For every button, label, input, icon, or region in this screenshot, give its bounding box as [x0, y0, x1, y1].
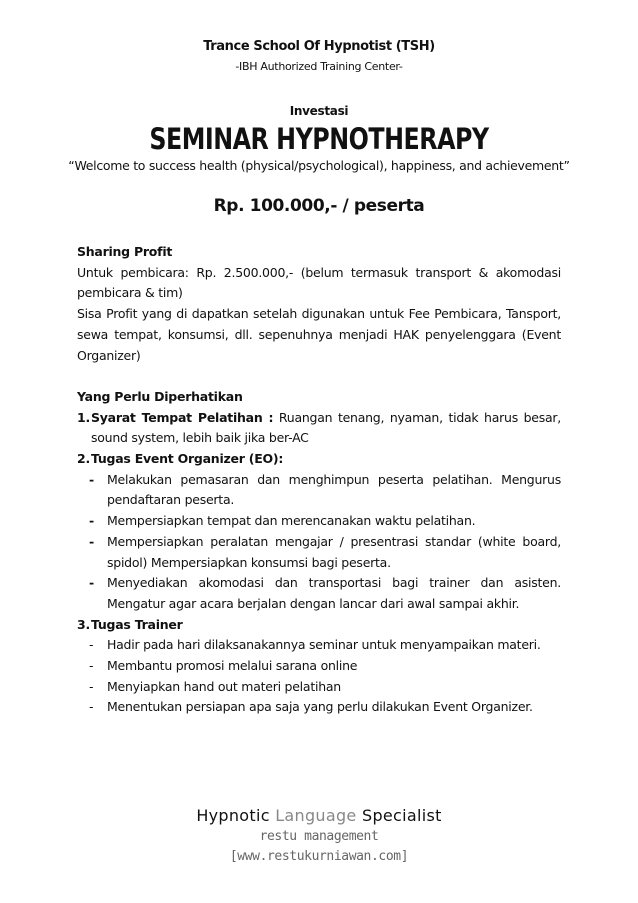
- page-title: SEMINAR HYPNOTHERAPY: [149, 122, 489, 156]
- footer-website: [www.restukurniawan.com]: [229, 849, 409, 864]
- list-item: - Membantu promosi melalui sarana online: [77, 656, 561, 677]
- tagline: “Welcome to success health (physical/psychological), happiness, and achievement”: [68, 158, 570, 173]
- notes-item-1-text: Ruangan tenang, nyaman, tidak harus besar, sound system, lebih baik jika ber-AC: [91, 409, 562, 446]
- notes-item-3-number: 3.: [77, 616, 90, 632]
- notes-item-1-label: Syarat Tempat Pelatihan :: [91, 409, 274, 425]
- organization-name: Trance School Of Hypnotist (TSH): [203, 39, 435, 54]
- list-item: - Mempersiapkan tempat dan merencanakan waktu pelatihan.: [77, 511, 561, 532]
- document-body: [77, 242, 561, 718]
- bullet-dash: -: [89, 699, 94, 715]
- footer-company: restu management: [259, 829, 379, 844]
- bullet-dash: -: [89, 637, 94, 653]
- notes-item-1: [77, 408, 561, 449]
- sharing-profit-paragraph-2: Sisa Profit yang di dapatkan setelah digunakan untuk Fee Pembicara, Tansport, sewa tempat, konsumsi, dll. sepenuhnya menjadi HAK penyelenggara (Event Organizer): [77, 306, 561, 363]
- list-item: - Menyediakan akomodasi dan transportasi bagi trainer dan asisten. Mengatur agar acara berjalan dengan lancar dari awal sampai akhir.: [77, 573, 561, 614]
- bullet-dash: -: [89, 513, 94, 529]
- footer-word-language: Language: [275, 806, 357, 825]
- bullet-dash: -: [89, 678, 94, 694]
- list-item: - Menentukan persiapan apa saja yang perlu dilakukan Event Organizer.: [77, 697, 561, 718]
- footer-slogan: [0, 806, 638, 825]
- bullet-dash: -: [89, 658, 94, 674]
- bullet-dash: -: [89, 575, 94, 591]
- notes-item-1-number: 1.: [77, 409, 90, 425]
- notes-item-3: [77, 615, 561, 636]
- footer-word-specialist: Specialist: [361, 806, 442, 825]
- list-item: - Melakukan pemasaran dan menghimpun peserta pelatihan. Mengurus pendaftaran peserta.: [77, 470, 561, 511]
- list-item: - Hadir pada hari dilaksanakannya seminar untuk menyampaikan materi.: [77, 635, 561, 656]
- notes-item-3-label: Tugas Trainer: [91, 616, 183, 632]
- price: Rp. 100.000,- / peserta: [213, 196, 425, 216]
- notes-item-2-number: 2.: [77, 451, 90, 467]
- investment-label: Investasi: [289, 104, 349, 118]
- footer-word-hypnotic: Hypnotic: [196, 806, 270, 825]
- organization-subtitle: -IBH Authorized Training Center-: [235, 60, 403, 73]
- bullet-dash: -: [89, 533, 94, 549]
- sharing-profit-heading: Sharing Profit: [77, 244, 173, 259]
- notes-item-2-label: Tugas Event Organizer (EO):: [91, 451, 284, 467]
- list-item: - Menyiapkan hand out materi pelatihan: [77, 677, 561, 698]
- sharing-profit-paragraph-1: Untuk pembicara: Rp. 2.500.000,- (belum termasuk transport & akomodasi pembicara & tim): [77, 264, 561, 301]
- list-item: - Mempersiapkan peralatan mengajar / presentrasi standar (white board, spidol) Mempersiapkan konsumsi bagi peserta.: [77, 532, 561, 573]
- notes-heading: Yang Perlu Diperhatikan: [77, 388, 243, 404]
- notes-item-2: [77, 449, 561, 470]
- bullet-dash: -: [89, 471, 94, 487]
